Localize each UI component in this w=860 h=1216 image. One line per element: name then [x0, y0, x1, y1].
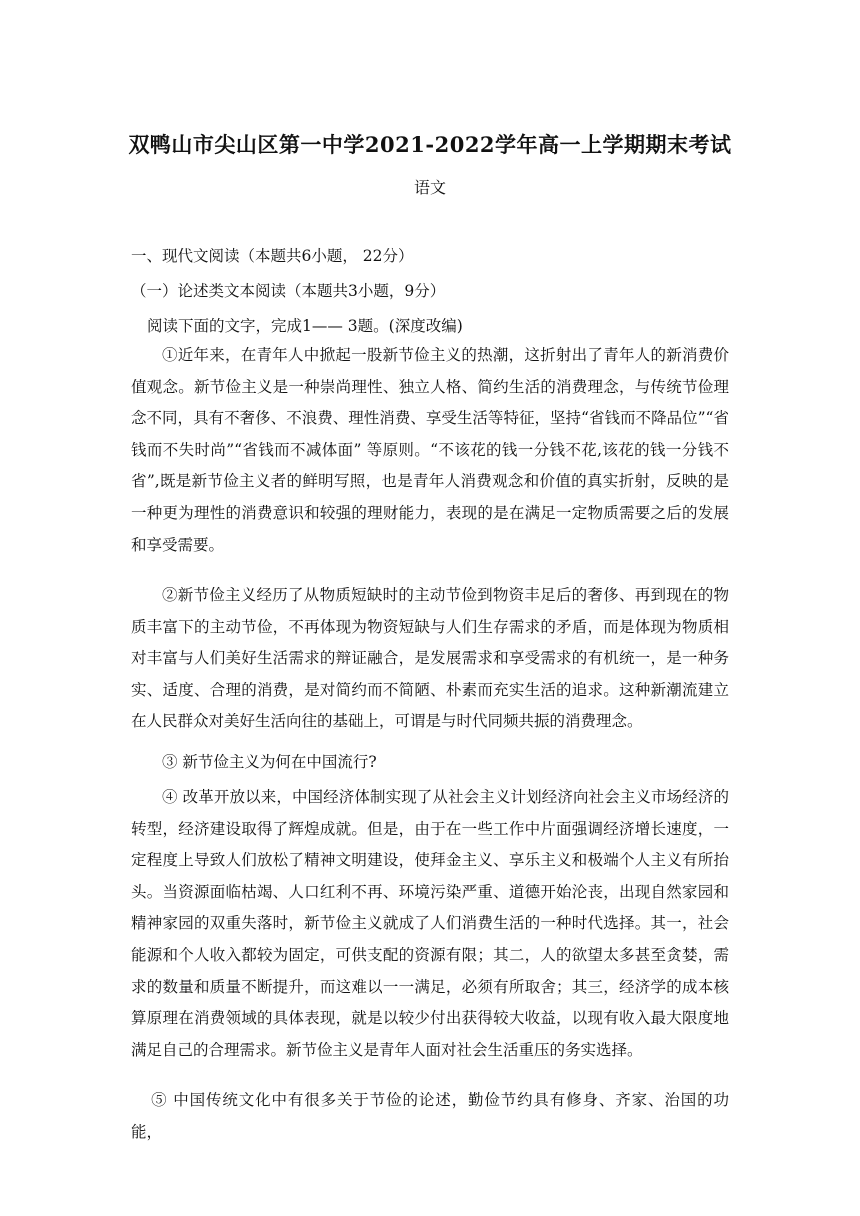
paragraph-1: ①近年来，在青年人中掀起一股新节俭主义的热潮，这折射出了青年人的新消费价值观念。新节俭主义是一种崇尚理性、独立人格、简约生活的消费理念，与传统节俭理念不同，具有不奢侈、不浪费、理性消费、享受生活等特征，坚持“省钱而不降品位”“省钱而不失时尚”“省钱而不减体面” 等原则。“不该花的钱一分钱不花,该花的钱一分钱不省”,既是新节俭主义者的鲜明写照，也是青年人消费观念和价值的真实折射，反映的是一种更为理性的消费意识和较强的理财能力，表现的是在满足一定物质需要之后的发展和享受需要。 [131, 346, 729, 554]
paragraph-5: ⑤ 中国传统文化中有很多关于节俭的论述，勤俭节约具有修身、齐家、治国的功能， [131, 1091, 729, 1141]
paragraph-3: ③ 新节俭主义为何在中国流行? [162, 753, 377, 771]
document-subject: 语文 [413, 178, 446, 197]
paragraph-4: ④ 改革开放以来，中国经济体制实现了从社会主义计划经济向社会主义市场经济的转型，经济建设取得了辉煌成就。但是，由于在一些工作中片面强调经济增长速度，一定程度上导致人们放松了精神文明建设，使拜金主义、享乐主义和极端个人主义有所抬头。当资源面临枯竭、人口红利不再、环境污染严重、道德开始沦丧，出现自然家园和精神家园的双重失落时，新节俭主义就成了人们消费生活的一种时代选择。其一，社会能源和个人收入都较为固定，可供支配的资源有限；其二，人的欲望太多甚至贪婪，需求的数量和质量不断提升，而这难以一一满足，必须有所取舍；其三，经济学的成本核算原理在消费领域的具体表现，就是以较少付出获得较大收益，以现有收入最大限度地满足自己的合理需求。新节俭主义是青年人面对社会生活重压的务实选择。 [131, 788, 729, 1059]
reading-instruction: 阅读下面的文字，完成1—— 3题。(深度改编) [147, 317, 463, 335]
paragraph-2: ②新节俭主义经历了从物质短缺时的主动节俭到物资丰足后的奢侈、再到现在的物质丰富下的主动节俭，不再体现为物资短缺与人们生存需求的矛盾，而是体现为物质相对丰富与人们美好生活需求的辩证融合，是发展需求和享受需求的有机统一，是一种务实、适度、合理的消费，是对简约而不简陋、朴素而充实生活的追求。这种新潮流建立在人民群众对美好生活向往的基础上，可谓是与时代同频共振的消费理念。 [131, 586, 729, 731]
document-title: 双鸭山市尖山区第一中学2021-2022学年高一上学期期末考试 [128, 132, 732, 157]
subsection-heading: （一）论述类文本阅读（本题共3小题，9分） [131, 282, 446, 300]
section-heading: 一、现代文阅读（本题共6小题， 22分） [131, 247, 414, 265]
